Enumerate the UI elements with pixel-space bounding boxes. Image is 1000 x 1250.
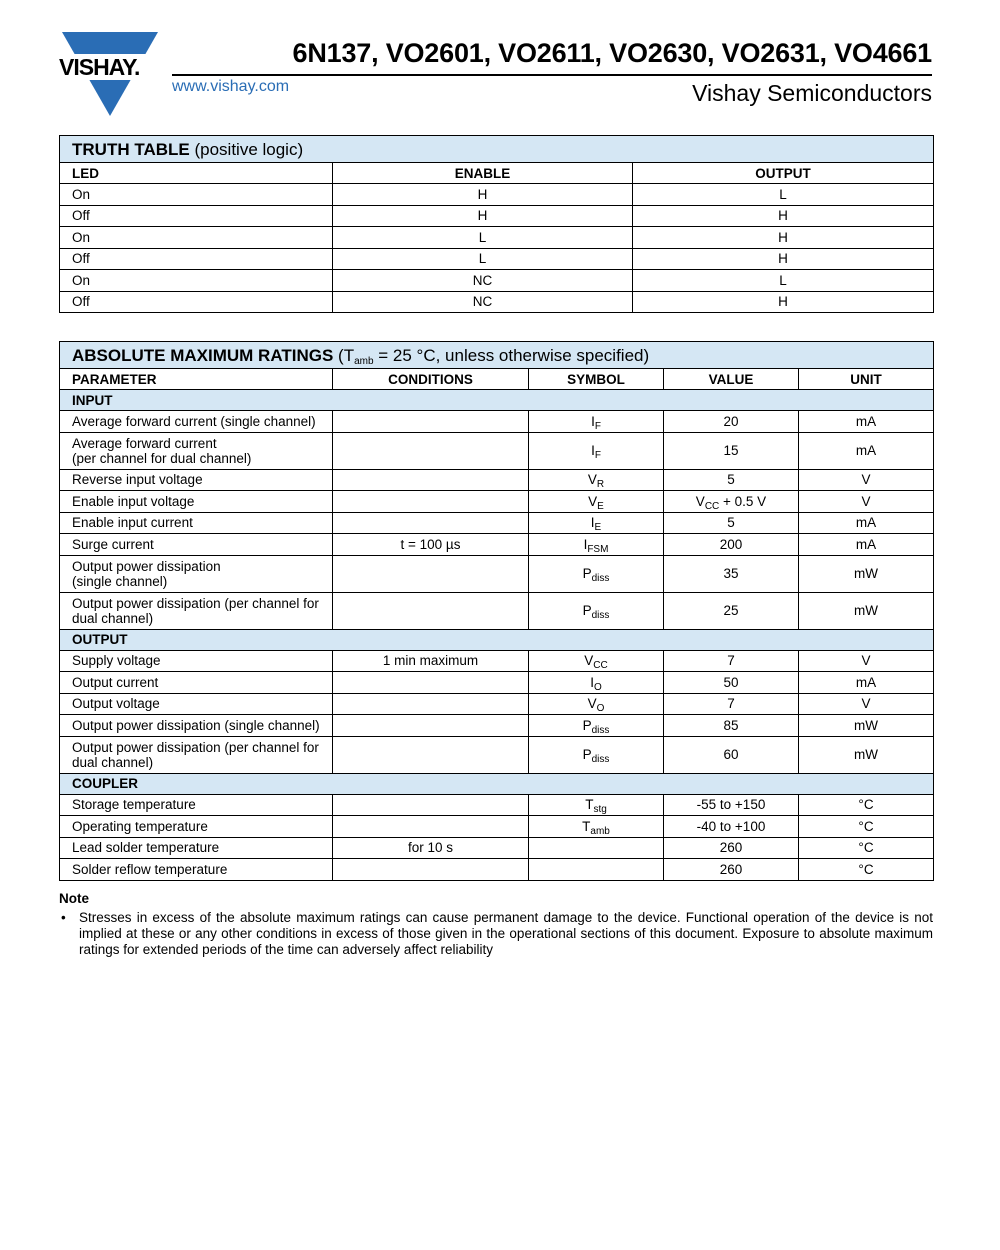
truth-table-title: TRUTH TABLE: [72, 139, 190, 159]
vishay-website-link[interactable]: www.vishay.com: [172, 78, 290, 95]
column-header: OUTPUT: [633, 163, 934, 184]
symbol-main: V: [584, 653, 594, 669]
symbol-main: P: [582, 747, 592, 762]
cell-conditions: [333, 672, 529, 694]
parameter-line: Output power dissipation: [72, 558, 221, 574]
symbol-main: I: [590, 515, 595, 531]
cell-led: Off: [60, 291, 333, 313]
cell-parameter: [60, 650, 333, 672]
cell-symbol: [529, 715, 664, 737]
table-row: [60, 491, 934, 513]
parameter-line: Output voltage: [72, 696, 160, 712]
parameter-line: Storage temperature: [72, 797, 196, 813]
cell-conditions: [333, 491, 529, 513]
amr-cond-rest: = 25 °C, unless otherwise specified): [373, 345, 650, 365]
cell-output: L: [633, 184, 934, 206]
table-row: [60, 534, 934, 556]
bullet-icon: •: [61, 910, 66, 925]
cell-parameter: [60, 736, 333, 773]
cell-symbol: [529, 736, 664, 773]
table-row: [60, 592, 934, 629]
parameter-line: Output power dissipation (single channel): [72, 717, 320, 733]
parameter-line: Supply voltage: [72, 653, 161, 669]
cell-parameter: [60, 837, 333, 859]
symbol-main: T: [582, 818, 591, 834]
value-subscript: CC: [704, 500, 720, 512]
table-row: [60, 794, 934, 816]
parameter-line: Enable input current: [72, 515, 193, 531]
value-main: 5: [727, 515, 735, 531]
cell-symbol: [529, 491, 664, 513]
table-row: [60, 184, 934, 206]
cell-conditions: [333, 715, 529, 737]
table-row: [60, 411, 934, 433]
table-row: [60, 650, 934, 672]
truth-table-header: [60, 163, 934, 184]
cell-parameter: [60, 859, 333, 881]
cell-unit: mA: [799, 512, 934, 534]
cell-value: [664, 555, 799, 592]
parameter-line: Solder reflow temperature: [72, 861, 228, 877]
symbol-main: P: [582, 717, 592, 733]
note-title: Note: [59, 891, 89, 906]
symbol-main: I: [590, 674, 594, 690]
cell-value: [664, 534, 799, 556]
cell-unit: mW: [799, 736, 934, 773]
cell-parameter: [60, 672, 333, 694]
table-row: [60, 469, 934, 491]
amr-header: [60, 369, 934, 390]
value-main: 20: [723, 413, 739, 429]
cell-conditions: [333, 794, 529, 816]
symbol-subscript: diss: [591, 573, 610, 584]
parameter-line: dual channel): [72, 610, 154, 626]
symbol-subscript: diss: [591, 724, 610, 736]
table-row: [60, 736, 934, 773]
symbol-subscript: O: [593, 681, 602, 693]
cell-unit: V: [799, 491, 934, 513]
symbol-main: I: [591, 443, 595, 458]
cell-enable: L: [333, 227, 633, 249]
cell-unit: mW: [799, 555, 934, 592]
symbol-subscript: E: [594, 522, 602, 534]
cell-conditions: [333, 555, 529, 592]
cell-value: [664, 736, 799, 773]
cell-enable: H: [333, 184, 633, 206]
cell-symbol: [529, 469, 664, 491]
value-main: 5: [727, 472, 735, 488]
symbol-subscript: FSM: [587, 543, 609, 555]
cell-value: [664, 859, 799, 881]
page-header: [0, 0, 1000, 120]
cell-parameter: [60, 555, 333, 592]
truth-table-title-suffix: (positive logic): [194, 139, 304, 159]
table-row: [60, 859, 934, 881]
symbol-main: V: [587, 472, 597, 488]
note-item: [59, 910, 933, 958]
cell-symbol: [529, 816, 664, 838]
cell-conditions: [333, 693, 529, 715]
cell-led: On: [60, 270, 333, 292]
table-row: [60, 248, 934, 270]
amr-title: ABSOLUTE MAXIMUM RATINGS: [72, 345, 334, 365]
value-main: 15: [723, 443, 739, 458]
amr-caption: [60, 342, 934, 369]
table-row: [60, 837, 934, 859]
table-row: [60, 672, 934, 694]
table-row: [60, 693, 934, 715]
parameter-line: Operating temperature: [72, 818, 208, 834]
value-main: 7: [727, 696, 735, 712]
section-label: OUTPUT: [60, 629, 934, 650]
cell-parameter: [60, 512, 333, 534]
truth-table-caption: [60, 136, 934, 163]
table-row: [60, 227, 934, 249]
cell-parameter: [60, 693, 333, 715]
parameter-line: Lead solder temperature: [72, 840, 220, 856]
symbol-main: I: [583, 536, 588, 552]
cell-parameter: [60, 491, 333, 513]
cell-symbol: [529, 592, 664, 629]
cell-unit: °C: [799, 816, 934, 838]
section-row-output: [60, 629, 934, 650]
absolute-maximum-ratings-table: [59, 341, 934, 881]
value-main: 25: [723, 603, 739, 618]
section-label: INPUT: [60, 390, 934, 411]
cell-unit: mW: [799, 715, 934, 737]
truth-table: [59, 135, 934, 313]
column-header: CONDITIONS: [333, 369, 529, 390]
cell-output: L: [633, 270, 934, 292]
symbol-subscript: CC: [593, 660, 608, 672]
cell-parameter: [60, 715, 333, 737]
parameter-line: Average forward current: [72, 435, 217, 451]
value-main: V: [695, 493, 705, 509]
value-main: -55 to +150: [696, 797, 766, 813]
cell-led: On: [60, 184, 333, 206]
value-main: 35: [723, 566, 739, 581]
cell-value: [664, 693, 799, 715]
table-row: [60, 715, 934, 737]
cell-conditions: 1 min maximum: [333, 650, 529, 672]
symbol-subscript: diss: [591, 754, 610, 765]
section-label: COUPLER: [60, 773, 934, 794]
cell-parameter: [60, 411, 333, 433]
amr-cond-open: (T: [338, 345, 355, 365]
cell-unit: °C: [799, 794, 934, 816]
symbol-main: V: [587, 696, 597, 712]
cell-symbol: [529, 672, 664, 694]
cell-unit: mA: [799, 432, 934, 469]
table-row: [60, 270, 934, 292]
cell-symbol: [529, 534, 664, 556]
symbol-subscript: F: [594, 450, 601, 461]
cell-led: Off: [60, 205, 333, 227]
column-header: SYMBOL: [529, 369, 664, 390]
cell-value: [664, 411, 799, 433]
cell-conditions: [333, 411, 529, 433]
value-main: -40 to +100: [696, 818, 766, 834]
cell-output: H: [633, 205, 934, 227]
vishay-logo: [58, 32, 162, 118]
table-row: [60, 291, 934, 313]
cell-conditions: t = 100 µs: [333, 534, 529, 556]
parameter-line: Surge current: [72, 536, 154, 552]
value-main: 50: [723, 674, 739, 690]
cell-symbol: [529, 794, 664, 816]
table-row: [60, 432, 934, 469]
value-main: 60: [723, 747, 739, 762]
cell-parameter: [60, 592, 333, 629]
cell-enable: L: [333, 248, 633, 270]
cell-symbol: [529, 411, 664, 433]
cell-symbol: [529, 650, 664, 672]
column-header: VALUE: [664, 369, 799, 390]
cell-conditions: for 10 s: [333, 837, 529, 859]
note-section: [59, 891, 933, 958]
symbol-main: I: [591, 413, 595, 429]
cell-conditions: [333, 512, 529, 534]
value-main: 260: [719, 861, 743, 877]
cell-value: [664, 794, 799, 816]
section-row-input: [60, 390, 934, 411]
symbol-subscript: diss: [591, 610, 610, 621]
cell-unit: °C: [799, 859, 934, 881]
cell-symbol: [529, 555, 664, 592]
cell-value: [664, 672, 799, 694]
cell-unit: V: [799, 693, 934, 715]
symbol-main: P: [582, 603, 592, 618]
symbol-main: T: [585, 797, 594, 813]
cell-value: [664, 650, 799, 672]
cell-parameter: [60, 469, 333, 491]
column-header: LED: [60, 163, 333, 184]
cell-led: On: [60, 227, 333, 249]
cell-output: H: [633, 227, 934, 249]
cell-unit: V: [799, 469, 934, 491]
value-main: 260: [719, 840, 743, 856]
cell-value: [664, 715, 799, 737]
cell-output: H: [633, 248, 934, 270]
value-main: 7: [727, 653, 735, 669]
table-row: [60, 512, 934, 534]
table-row: [60, 816, 934, 838]
cell-value: [664, 592, 799, 629]
symbol-subscript: F: [594, 420, 601, 432]
cell-enable: H: [333, 205, 633, 227]
parameter-line: Output power dissipation (per channel for: [72, 739, 319, 755]
cell-output: H: [633, 291, 934, 313]
cell-symbol: [529, 693, 664, 715]
cell-enable: NC: [333, 270, 633, 292]
header-divider: [172, 74, 932, 76]
logo-wordmark: VISHAY.: [59, 54, 140, 80]
parameter-line: (per channel for dual channel): [72, 450, 252, 466]
cell-conditions: [333, 432, 529, 469]
symbol-subscript: E: [597, 500, 604, 512]
parameter-line: Output current: [72, 674, 159, 690]
document-title: 6N137, VO2601, VO2611, VO2630, VO2631, VO4661: [292, 38, 932, 68]
table-row: [60, 205, 934, 227]
cell-unit: mW: [799, 592, 934, 629]
cell-symbol: [529, 512, 664, 534]
value-main: 200: [719, 536, 743, 552]
cell-parameter: [60, 794, 333, 816]
cell-parameter: [60, 432, 333, 469]
parameter-line: dual channel): [72, 754, 154, 770]
symbol-subscript: O: [596, 703, 605, 715]
cell-unit: V: [799, 650, 934, 672]
cell-conditions: [333, 592, 529, 629]
column-header: PARAMETER: [60, 369, 333, 390]
cell-value: [664, 512, 799, 534]
cell-symbol: [529, 859, 664, 881]
cell-value: [664, 816, 799, 838]
cell-parameter: [60, 534, 333, 556]
cell-symbol: [529, 432, 664, 469]
symbol-main: V: [588, 493, 598, 509]
cell-value: [664, 432, 799, 469]
cell-value: [664, 837, 799, 859]
cell-unit: mA: [799, 672, 934, 694]
cell-parameter: [60, 816, 333, 838]
cell-conditions: [333, 816, 529, 838]
parameter-line: Reverse input voltage: [72, 472, 203, 488]
symbol-main: P: [582, 566, 592, 581]
cell-unit: mA: [799, 411, 934, 433]
parameter-line: (single channel): [72, 573, 168, 589]
parameter-line: Average forward current (single channel): [72, 413, 316, 429]
parameter-line: Enable input voltage: [72, 493, 195, 509]
cell-conditions: [333, 469, 529, 491]
value-main: 85: [723, 717, 739, 733]
column-header: UNIT: [799, 369, 934, 390]
note-text: Stresses in excess of the absolute maximum ratings can cause permanent damage to the device. Functional operation of the device is not implied at these or any other conditions in excess of those given in the operational sections of this document. Exposure to absolute maximum ratings for extended periods of the time can adversely affect reliability: [79, 910, 933, 957]
document-subtitle: Vishay Semiconductors: [692, 80, 932, 106]
cell-conditions: [333, 736, 529, 773]
cell-unit: mA: [799, 534, 934, 556]
cell-value: [664, 491, 799, 513]
cell-symbol: [529, 837, 664, 859]
parameter-line: Output power dissipation (per channel for: [72, 595, 319, 611]
cell-value: [664, 469, 799, 491]
symbol-subscript: R: [596, 479, 605, 491]
table-row: [60, 555, 934, 592]
column-header: ENABLE: [333, 163, 633, 184]
cell-enable: NC: [333, 291, 633, 313]
symbol-subscript: stg: [593, 804, 607, 816]
cell-led: Off: [60, 248, 333, 270]
symbol-subscript: amb: [590, 825, 610, 837]
amr-cond-sub: amb: [354, 355, 374, 367]
section-row-coupler: [60, 773, 934, 794]
cell-conditions: [333, 859, 529, 881]
value-rest: + 0.5 V: [719, 493, 767, 509]
cell-unit: °C: [799, 837, 934, 859]
